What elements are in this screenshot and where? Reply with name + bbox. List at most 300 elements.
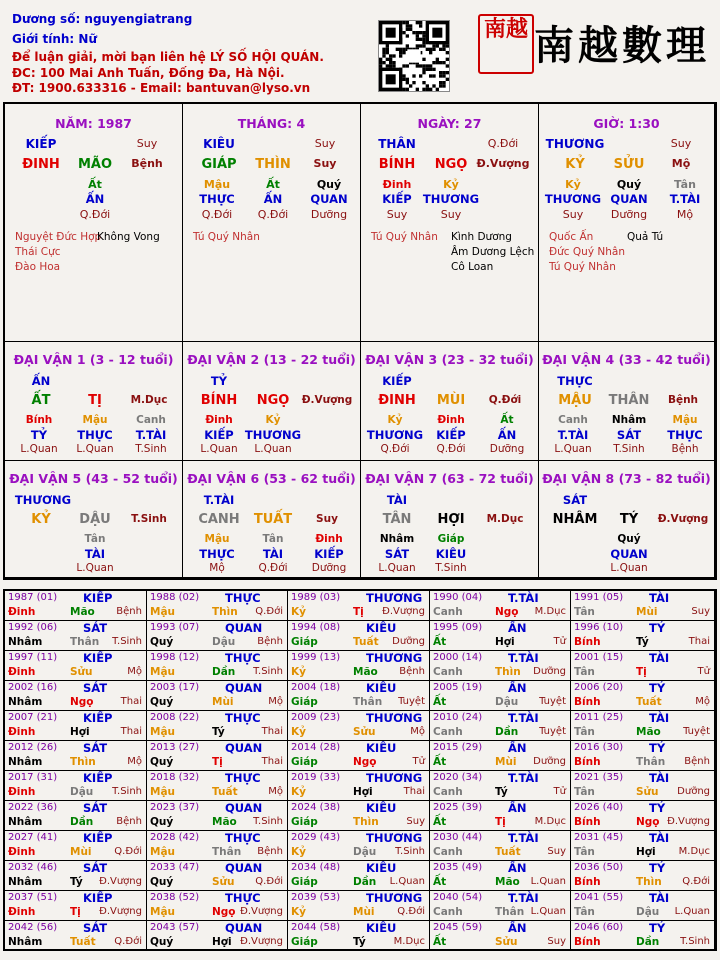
- year-cell: [288, 771, 430, 801]
- dai-van-title: ĐẠI VẬN 6 (53 - 62 tuổi): [187, 471, 356, 486]
- dai-van-hidden-state: Bệnh: [671, 443, 699, 455]
- year-stem: Mậu: [150, 666, 176, 678]
- annual-table: [3, 589, 717, 951]
- year-god: QUAN: [225, 861, 263, 875]
- year-branch: Thân: [353, 696, 383, 708]
- year-label: 1989 (03): [291, 592, 341, 603]
- year-stem: Nhâm: [8, 636, 43, 648]
- year-cell: [430, 861, 571, 891]
- star-label: Tú Quý Nhân: [549, 261, 616, 273]
- year-cell: [288, 801, 430, 831]
- year-stem: Tân: [574, 786, 595, 798]
- year-cell: [147, 681, 288, 711]
- year-god: SÁT: [83, 741, 108, 755]
- year-god: QUAN: [225, 921, 263, 935]
- dai-van-hidden-god: SÁT: [384, 547, 410, 561]
- header-name: Dương số: nguyengiatrang: [12, 12, 193, 26]
- dai-van-state: Bệnh: [667, 394, 699, 406]
- year-state: Q.Đới: [255, 876, 283, 887]
- dai-van-hidden: Canh: [558, 414, 588, 426]
- year-cell: [288, 621, 430, 651]
- pillar-title: GIỜ: 1:30: [593, 116, 660, 131]
- year-branch: Mão: [636, 726, 661, 738]
- year-stem: Bính: [574, 816, 601, 828]
- year-cell: [5, 741, 147, 771]
- dai-van-branch: DẬU: [79, 512, 111, 527]
- year-branch: Dần: [212, 666, 236, 678]
- year-state: Suy: [547, 846, 566, 857]
- year-cell: [571, 591, 715, 621]
- year-god: TÀI: [649, 891, 670, 905]
- year-god: KIẾP: [83, 891, 113, 905]
- hidden-state: Suy: [386, 208, 408, 221]
- year-label: 1987 (01): [8, 592, 58, 603]
- year-branch: Tý: [212, 726, 225, 738]
- hidden-state: Q.Đới: [79, 208, 111, 221]
- year-cell: [288, 831, 430, 861]
- year-branch: Ngọ: [212, 906, 236, 918]
- year-god: TÀI: [649, 771, 670, 785]
- year-stem: Canh: [433, 906, 463, 918]
- year-god: QUAN: [225, 801, 263, 815]
- year-branch: Mùi: [636, 606, 658, 618]
- dai-van-branch: HỢI: [437, 512, 465, 527]
- year-branch: Tị: [212, 756, 223, 768]
- year-cell: [147, 891, 288, 921]
- year-label: 2014 (28): [291, 742, 341, 753]
- year-branch: Tị: [495, 816, 506, 828]
- dai-van-god: ẤN: [31, 374, 51, 388]
- year-stem: Ất: [433, 636, 447, 648]
- year-god: KIẾP: [83, 831, 113, 845]
- year-god: T.TÀI: [508, 831, 539, 845]
- year-cell: [288, 651, 430, 681]
- year-state: Đ.Vượng: [667, 816, 710, 827]
- year-cell: [147, 801, 288, 831]
- year-god: THƯƠNG: [366, 711, 423, 725]
- year-god: TỶ: [649, 801, 666, 815]
- year-label: 2006 (20): [574, 682, 624, 693]
- pillar-title: THÁNG: 4: [237, 116, 306, 131]
- dai-van-hidden-state: L.Quan: [254, 443, 292, 455]
- pillar-pair: THÌN: [255, 157, 291, 172]
- dai-van-hidden: Kỷ: [265, 414, 281, 426]
- dai-van-god: T.TÀI: [203, 493, 235, 507]
- year-state: L.Quan: [389, 876, 425, 887]
- dai-van-hidden-god: ẤN: [497, 428, 517, 442]
- year-label: 1997 (11): [8, 652, 58, 663]
- hidden-state: Dưỡng: [610, 208, 648, 221]
- dai-van-hidden: Nhâm: [379, 533, 415, 545]
- year-cell: [571, 711, 715, 741]
- year-label: 2030 (44): [433, 832, 483, 843]
- year-god: KIÊU: [366, 741, 397, 755]
- pillar-state: Mộ: [671, 157, 691, 170]
- year-god: TỶ: [649, 621, 666, 635]
- year-label: 1999 (13): [291, 652, 341, 663]
- star-label: Kình Dương: [451, 231, 512, 243]
- year-cell: [430, 831, 571, 861]
- year-label: 1993 (07): [150, 622, 200, 633]
- year-branch: Thân: [636, 756, 666, 768]
- year-label: 1998 (12): [150, 652, 200, 663]
- year-god: TỶ: [649, 861, 666, 875]
- year-state: Mộ: [127, 756, 142, 767]
- dai-van-hidden-god: THƯƠNG: [244, 428, 302, 442]
- year-branch: Tị: [636, 666, 647, 678]
- dai-van-title: ĐẠI VẬN 1 (3 - 12 tuổi): [13, 352, 174, 367]
- year-cell: [5, 921, 147, 951]
- pillar-god-stem: THÂN: [378, 137, 416, 151]
- year-state: Dưỡng: [533, 756, 566, 767]
- year-stem: Nhâm: [8, 696, 43, 708]
- hidden-god: KIẾP: [382, 192, 412, 206]
- dai-van-hidden: Mậu: [82, 414, 108, 426]
- year-state: M.Dục: [534, 816, 566, 827]
- hidden-god: QUAN: [610, 192, 648, 206]
- year-cell: [147, 621, 288, 651]
- year-stem: Ất: [433, 816, 447, 828]
- year-god: SÁT: [83, 681, 108, 695]
- year-god: THƯƠNG: [366, 771, 423, 785]
- year-label: 2024 (38): [291, 802, 341, 813]
- year-label: 2035 (49): [433, 862, 483, 873]
- dai-van-cell: [539, 461, 715, 578]
- year-label: 1988 (02): [150, 592, 200, 603]
- year-label: 2005 (19): [433, 682, 483, 693]
- year-branch: Tuất: [70, 936, 96, 948]
- year-stem: Kỷ: [291, 786, 306, 798]
- year-cell: [147, 861, 288, 891]
- year-state: Tử: [697, 666, 710, 677]
- dai-van-hidden-state: L.Quan: [200, 443, 238, 455]
- year-label: 2034 (48): [291, 862, 341, 873]
- year-branch: Dần: [353, 876, 377, 888]
- year-stem: Giáp: [291, 696, 318, 708]
- dai-van-stem: TÂN: [382, 512, 412, 527]
- year-branch: Dần: [495, 726, 519, 738]
- dai-van-hidden: Nhâm: [611, 414, 647, 426]
- dai-van-hidden-god: TỶ: [30, 428, 48, 442]
- year-god: ẤN: [508, 801, 527, 815]
- year-cell: [147, 591, 288, 621]
- year-state: Bệnh: [116, 606, 142, 617]
- year-god: THỰC: [225, 711, 261, 725]
- hidden-state: Suy: [440, 208, 462, 221]
- hidden-god: THỰC: [199, 192, 235, 206]
- year-god: THƯƠNG: [366, 831, 423, 845]
- year-stem: Mậu: [150, 906, 176, 918]
- qr-code-icon[interactable]: [378, 20, 450, 92]
- dai-van-hidden-god: T.TÀI: [557, 428, 589, 442]
- year-label: 2010 (24): [433, 712, 483, 723]
- dai-van-hidden-state: Dưỡng: [489, 443, 525, 455]
- year-branch: Dậu: [636, 906, 660, 918]
- year-god: THỰC: [225, 771, 261, 785]
- year-branch: Ngọ: [495, 606, 519, 618]
- dai-van-hidden-god: KIẾP: [436, 428, 466, 442]
- year-cell: [571, 921, 715, 951]
- year-stem: Quý: [150, 816, 174, 828]
- star-label: Tú Quý Nhân: [193, 231, 260, 243]
- year-stem: Đinh: [8, 786, 36, 798]
- year-stem: Quý: [150, 636, 174, 648]
- year-state: L.Quan: [530, 876, 566, 887]
- pillar-cell: [5, 104, 183, 342]
- dai-van-cell: [183, 461, 361, 578]
- year-branch: Thìn: [353, 816, 379, 828]
- year-branch: Sửu: [636, 786, 659, 798]
- year-branch: Hợi: [636, 846, 656, 858]
- dai-van-god: TỶ: [210, 374, 228, 388]
- year-branch: Ngọ: [353, 756, 377, 768]
- year-branch: Dậu: [495, 696, 519, 708]
- hidden-stem: Đinh: [382, 178, 412, 191]
- year-god: ẤN: [508, 621, 527, 635]
- year-branch: Mão: [353, 666, 378, 678]
- year-label: 2021 (35): [574, 772, 624, 783]
- year-state: Đ.Vượng: [240, 906, 283, 917]
- pillar-pair: SỬU: [613, 157, 645, 172]
- year-state: Tuyệt: [683, 726, 710, 737]
- year-cell: [430, 651, 571, 681]
- dai-van-hidden: Đinh: [205, 414, 233, 426]
- year-stem: Đinh: [8, 606, 36, 618]
- dai-van-state: Q.Đới: [488, 394, 522, 406]
- dai-van-god: KIẾP: [382, 374, 412, 388]
- pillar-stem-state: Suy: [314, 137, 336, 150]
- header-contact: Để luận giải, mời bạn liên hệ LÝ SỐ HỘI QUÁN.: [12, 50, 324, 64]
- year-god: THỰC: [225, 891, 261, 905]
- year-cell: [5, 861, 147, 891]
- year-cell: [5, 831, 147, 861]
- year-state: T.Sinh: [253, 816, 283, 827]
- dai-van-state: T.Sinh: [131, 513, 167, 525]
- dai-van-cell: [5, 342, 183, 461]
- hidden-stem: Tân: [674, 178, 696, 191]
- year-branch: Thìn: [212, 606, 238, 618]
- year-stem: Tân: [574, 606, 595, 618]
- year-god: SÁT: [83, 861, 108, 875]
- year-label: 2046 (60): [574, 922, 624, 933]
- year-cell: [288, 741, 430, 771]
- dai-van-title: ĐẠI VẬN 3 (23 - 32 tuổi): [365, 352, 534, 367]
- year-branch: Tuất: [212, 786, 238, 798]
- year-branch: Tý: [70, 876, 83, 888]
- dai-van-hidden: Ất: [500, 414, 514, 426]
- dai-van-stem: CANH: [198, 512, 240, 527]
- year-cell: [147, 651, 288, 681]
- year-god: THƯƠNG: [366, 891, 423, 905]
- year-state: Đ.Vượng: [99, 876, 142, 887]
- year-god: T.TÀI: [508, 651, 539, 665]
- year-state: M.Dục: [678, 846, 710, 857]
- year-branch: Tý: [353, 936, 366, 948]
- dai-van-god: THƯƠNG: [14, 493, 72, 507]
- year-state: Q.Đới: [255, 606, 283, 617]
- year-label: 2026 (40): [574, 802, 624, 813]
- pillar-title: NGÀY: 27: [417, 116, 482, 131]
- year-cell: [430, 591, 571, 621]
- dai-van-state: M.Dục: [486, 513, 524, 525]
- dai-van-hidden-god: THỰC: [199, 547, 235, 561]
- year-branch: Ngọ: [636, 816, 660, 828]
- year-god: T.TÀI: [508, 591, 539, 605]
- year-branch: Thân: [212, 846, 242, 858]
- header-gender: Giới tính: Nữ: [12, 32, 97, 46]
- year-stem: Quý: [150, 936, 174, 948]
- star-label: Tú Quý Nhân: [371, 231, 438, 243]
- year-state: Tử: [553, 786, 566, 797]
- dai-van-state: Đ.Vượng: [301, 394, 353, 406]
- pillar-stem-state: Suy: [136, 137, 158, 150]
- year-god: THỰC: [225, 831, 261, 845]
- year-stem: Nhâm: [8, 816, 43, 828]
- pillar-pair: BÍNH: [378, 157, 416, 172]
- year-god: TỶ: [649, 681, 666, 695]
- year-cell: [288, 681, 430, 711]
- year-state: Thai: [120, 726, 142, 737]
- star-label: Quả Tú: [627, 231, 664, 243]
- hidden-god: ẤN: [263, 192, 283, 206]
- dai-van-title: ĐẠI VẬN 4 (33 - 42 tuổi): [542, 352, 711, 367]
- year-god: KIẾP: [83, 711, 113, 725]
- year-label: 2025 (39): [433, 802, 483, 813]
- pillar-god-stem: KIẾP: [25, 137, 57, 151]
- year-god: KIẾP: [83, 651, 113, 665]
- year-stem: Quý: [150, 876, 174, 888]
- header-phone[interactable]: ĐT: 1900.633316 - Email: bantuvan@lyso.vn: [12, 81, 311, 95]
- dai-van-hidden-state: Q.Đới: [380, 443, 410, 455]
- dai-van-hidden-state: L.Quan: [20, 443, 58, 455]
- year-label: 2032 (46): [8, 862, 58, 873]
- dai-van-hidden: Đinh: [437, 414, 465, 426]
- header: [0, 0, 720, 100]
- year-cell: [430, 741, 571, 771]
- dai-van-hidden: Giáp: [437, 533, 465, 545]
- hidden-stem: Ất: [266, 178, 280, 191]
- year-cell: [571, 861, 715, 891]
- year-god: ẤN: [508, 681, 527, 695]
- year-label: 2007 (21): [8, 712, 58, 723]
- year-label: 2017 (31): [8, 772, 58, 783]
- year-stem: Nhâm: [8, 936, 43, 948]
- pillar-pair: MÃO: [77, 157, 113, 172]
- year-stem: Kỷ: [291, 606, 306, 618]
- year-label: 2009 (23): [291, 712, 341, 723]
- year-branch: Mùi: [495, 756, 517, 768]
- star-label: Cô Loan: [451, 261, 494, 273]
- dai-van-god: SÁT: [562, 493, 588, 507]
- year-god: ẤN: [508, 861, 527, 875]
- year-label: 1995 (09): [433, 622, 483, 633]
- year-stem: Canh: [433, 846, 463, 858]
- year-god: SÁT: [83, 921, 108, 935]
- dai-van-branch: THÂN: [608, 393, 650, 408]
- hidden-stem: Mậu: [203, 178, 231, 191]
- hidden-stem: Quý: [616, 178, 642, 191]
- year-label: 2039 (53): [291, 892, 341, 903]
- year-cell: [5, 651, 147, 681]
- year-branch: Hợi: [495, 636, 515, 648]
- dai-van-hidden-state: L.Quan: [76, 562, 114, 574]
- hidden-god: T.TÀI: [669, 192, 701, 206]
- year-state: T.Sinh: [680, 936, 710, 947]
- year-label: 2044 (58): [291, 922, 341, 933]
- star-label: Âm Dương Lệch: [451, 246, 535, 258]
- year-branch: Hợi: [353, 786, 373, 798]
- year-stem: Ất: [433, 876, 447, 888]
- dai-van-hidden-god: KIẾP: [204, 428, 234, 442]
- year-cell: [571, 651, 715, 681]
- year-label: 1992 (06): [8, 622, 58, 633]
- year-branch: Ngọ: [70, 696, 94, 708]
- year-stem: Ất: [433, 756, 447, 768]
- year-cell: [147, 741, 288, 771]
- year-god: T.TÀI: [508, 711, 539, 725]
- year-branch: Sửu: [353, 726, 376, 738]
- year-god: THƯƠNG: [366, 651, 423, 665]
- year-state: Thai: [120, 696, 142, 707]
- dai-van-title: ĐẠI VẬN 7 (63 - 72 tuổi): [365, 471, 534, 486]
- year-god: TÀI: [649, 591, 670, 605]
- year-state: Tuyệt: [539, 726, 566, 737]
- year-cell: [571, 831, 715, 861]
- dai-van-hidden-state: Dưỡng: [311, 562, 347, 574]
- year-state: M.Dục: [393, 936, 425, 947]
- seal-stamp: 南越: [478, 14, 534, 74]
- year-stem: Giáp: [291, 636, 318, 648]
- year-label: 2033 (47): [150, 862, 200, 873]
- year-branch: Tị: [70, 906, 81, 918]
- dai-van-state: Suy: [316, 513, 338, 525]
- dai-van-hidden: Mậu: [204, 533, 230, 545]
- star-label: Đào Hoa: [15, 261, 61, 273]
- year-stem: Kỷ: [291, 666, 306, 678]
- year-cell: [147, 711, 288, 741]
- year-cell: [571, 681, 715, 711]
- year-stem: Đinh: [8, 906, 36, 918]
- year-state: T.Sinh: [112, 786, 142, 797]
- year-stem: Quý: [150, 696, 174, 708]
- year-god: TÀI: [649, 831, 670, 845]
- pillar-god-stem: KIÊU: [203, 137, 235, 151]
- dai-van-hidden-state: Q.Đới: [258, 562, 288, 574]
- year-branch: Mão: [212, 816, 237, 828]
- pillar-pair: KỶ: [565, 157, 585, 172]
- dai-van-title: ĐẠI VẬN 2 (13 - 22 tuổi): [187, 352, 356, 367]
- year-state: L.Quan: [530, 906, 566, 917]
- year-label: 2027 (41): [8, 832, 58, 843]
- pillar-pair: GIÁP: [201, 157, 237, 172]
- year-label: 2000 (14): [433, 652, 483, 663]
- year-state: Tuyệt: [539, 696, 566, 707]
- year-cell: [288, 921, 430, 951]
- dai-van-hidden-god: SÁT: [616, 428, 642, 442]
- year-stem: Tân: [574, 726, 595, 738]
- year-cell: [147, 921, 288, 951]
- year-branch: Thìn: [495, 666, 521, 678]
- dai-van-hidden-state: Mộ: [209, 562, 225, 574]
- header-address: ĐC: 100 Mai Anh Tuấn, Đống Đa, Hà Nội.: [12, 66, 285, 80]
- year-label: 1990 (04): [433, 592, 483, 603]
- pillar-state: Suy: [313, 157, 337, 170]
- year-stem: Bính: [574, 756, 601, 768]
- year-state: Suy: [547, 936, 566, 947]
- year-state: Q.Đới: [114, 936, 142, 947]
- year-cell: [147, 771, 288, 801]
- year-label: 2002 (16): [8, 682, 58, 693]
